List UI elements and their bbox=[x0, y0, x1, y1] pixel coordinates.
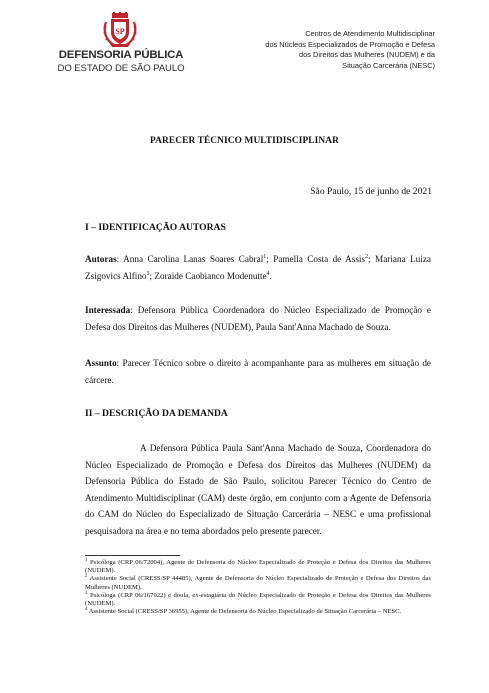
footnote-text: Assistente Social (CRESS/SP 36955), Agente de Defensoria do Núcleo Especializado de Situação Carcerária – NESC. bbox=[88, 608, 402, 616]
sao-paulo-coat-of-arms-icon bbox=[100, 12, 140, 48]
autora-name: Zoraide Caobianco Modenutte bbox=[154, 270, 267, 281]
footnote-text: Psicóloga (CRP 06/72004), Agente de Defensoria do Núcleo Especializado de Proteção e Defesa dos Direitos das Mulheres (NUDEM). bbox=[85, 559, 431, 575]
defensoria-logo bbox=[56, 12, 184, 74]
footnote-text: Psicóloga (CRP 06/167922) e doula, ex-estagiária do Núcleo Especializado de Proteção e Defesa dos Direitos das Mulheres (NUDEM). bbox=[85, 591, 431, 608]
centro-line: Situação Carcerária (NESC) bbox=[342, 60, 435, 70]
autora-name: Pamella Costa de Assis bbox=[273, 254, 366, 264]
footnote-mark: 1 bbox=[263, 253, 267, 260]
footnote-number: 3 bbox=[85, 590, 88, 596]
centro-line: Centros de Atendimento Multidisciplinar bbox=[305, 29, 435, 38]
centro-header bbox=[215, 29, 435, 71]
section-heading-demanda: II – DESCRIÇÃO DA DEMANDA bbox=[85, 408, 228, 419]
footnote-mark: 2 bbox=[365, 253, 369, 260]
footnote bbox=[85, 575, 431, 591]
centro-line: dos Direitos das Mulheres (NUDEM) e da bbox=[299, 50, 435, 59]
interessada-label: Interessada bbox=[85, 305, 131, 315]
footnote-mark: 4 bbox=[266, 270, 270, 277]
section-heading-identificacao: I – IDENTIFICAÇÃO AUTORAS bbox=[85, 222, 226, 233]
autora-name: Mariana Luiza Zsigovics Alfino bbox=[85, 254, 431, 281]
centro-line: dos Núcleos Especializados de Promoção e Defesa bbox=[265, 39, 435, 49]
autoras-label: Autoras bbox=[85, 254, 117, 264]
footnote bbox=[85, 592, 431, 608]
footnote-mark: 3 bbox=[146, 270, 150, 277]
footnote-text: Assistente Social (CRESS/SP 44485), Agente de Defensoria do Núcleo Especializado de Proteção e Defesa dos Direitos das Mulheres (NUDEM). bbox=[85, 575, 431, 591]
interessada-text: Defensora Pública Coordenadora do Núcleo Especializado de Promoção e Defesa dos Direitos das Mulheres (NUDEM), Paula Sant'Anna Machado de Souza. bbox=[85, 305, 431, 332]
interessada-paragraph: Interessada: Defensora Pública Coordenadora do Núcleo Especializado de Promoção e Defesa dos Direitos das Mulheres (NUDEM), Paula Sant'Anna Machado de Souza. bbox=[85, 305, 431, 332]
logo-subtitle: DO ESTADO DE SÃO PAULO bbox=[57, 63, 185, 74]
footnote bbox=[85, 608, 431, 616]
document-title: PARECER TÉCNICO MULTIDISCIPLINAR bbox=[150, 136, 339, 146]
autoras-paragraph: Autoras: Anna Carolina Lanas Soares Cabral$^1$; Pamella Costa de Assis$^2$; Mariana Luiza Zsigovics Alfino$^3$; Zoraide Caobianco Modenutte$^4$. bbox=[85, 253, 431, 281]
assunto-label: Assunto bbox=[85, 358, 117, 368]
footnote-number: 4 bbox=[85, 607, 88, 613]
autora-name: Anna Carolina Lanas Soares Cabral bbox=[123, 254, 264, 264]
footnote-number: 1 bbox=[85, 557, 88, 563]
assunto-paragraph: Assunto: Parecer Técnico sobre o direito à acompanhante para as mulheres em situação de cárcere. bbox=[85, 358, 431, 385]
footnote-separator bbox=[85, 555, 180, 556]
footnotes bbox=[85, 559, 431, 616]
footnote-number: 2 bbox=[85, 574, 88, 580]
footnote bbox=[85, 559, 431, 575]
document-date: São Paulo, 15 de junho de 2021 bbox=[310, 186, 432, 197]
demanda-paragraph: A Defensora Pública Paula Sant'Anna Machado de Souza, Coordenadora do Núcleo Especializado de Promoção e Defesa dos Direitos das Mulheres (NUDEM) da Defensoria Pública do Estado de São Paulo, solicitou Parecer Técnico do Centro de Atendimento Multidisciplinar (CAM) deste órgão, em conjunto com a Agente de Defensoria do CAM do Núcleo do Especializado de Situação Carcerária – NESC e uma profissional pesquisadora na área e no tema abordados pelo presente parecer. bbox=[85, 443, 431, 536]
logo-title: DEFENSORIA PÚBLICA bbox=[58, 49, 184, 61]
assunto-text: Parecer Técnico sobre o direito à acompanhante para as mulheres em situação de cárcere. bbox=[85, 358, 431, 385]
svg-text:SP: SP bbox=[115, 27, 125, 36]
